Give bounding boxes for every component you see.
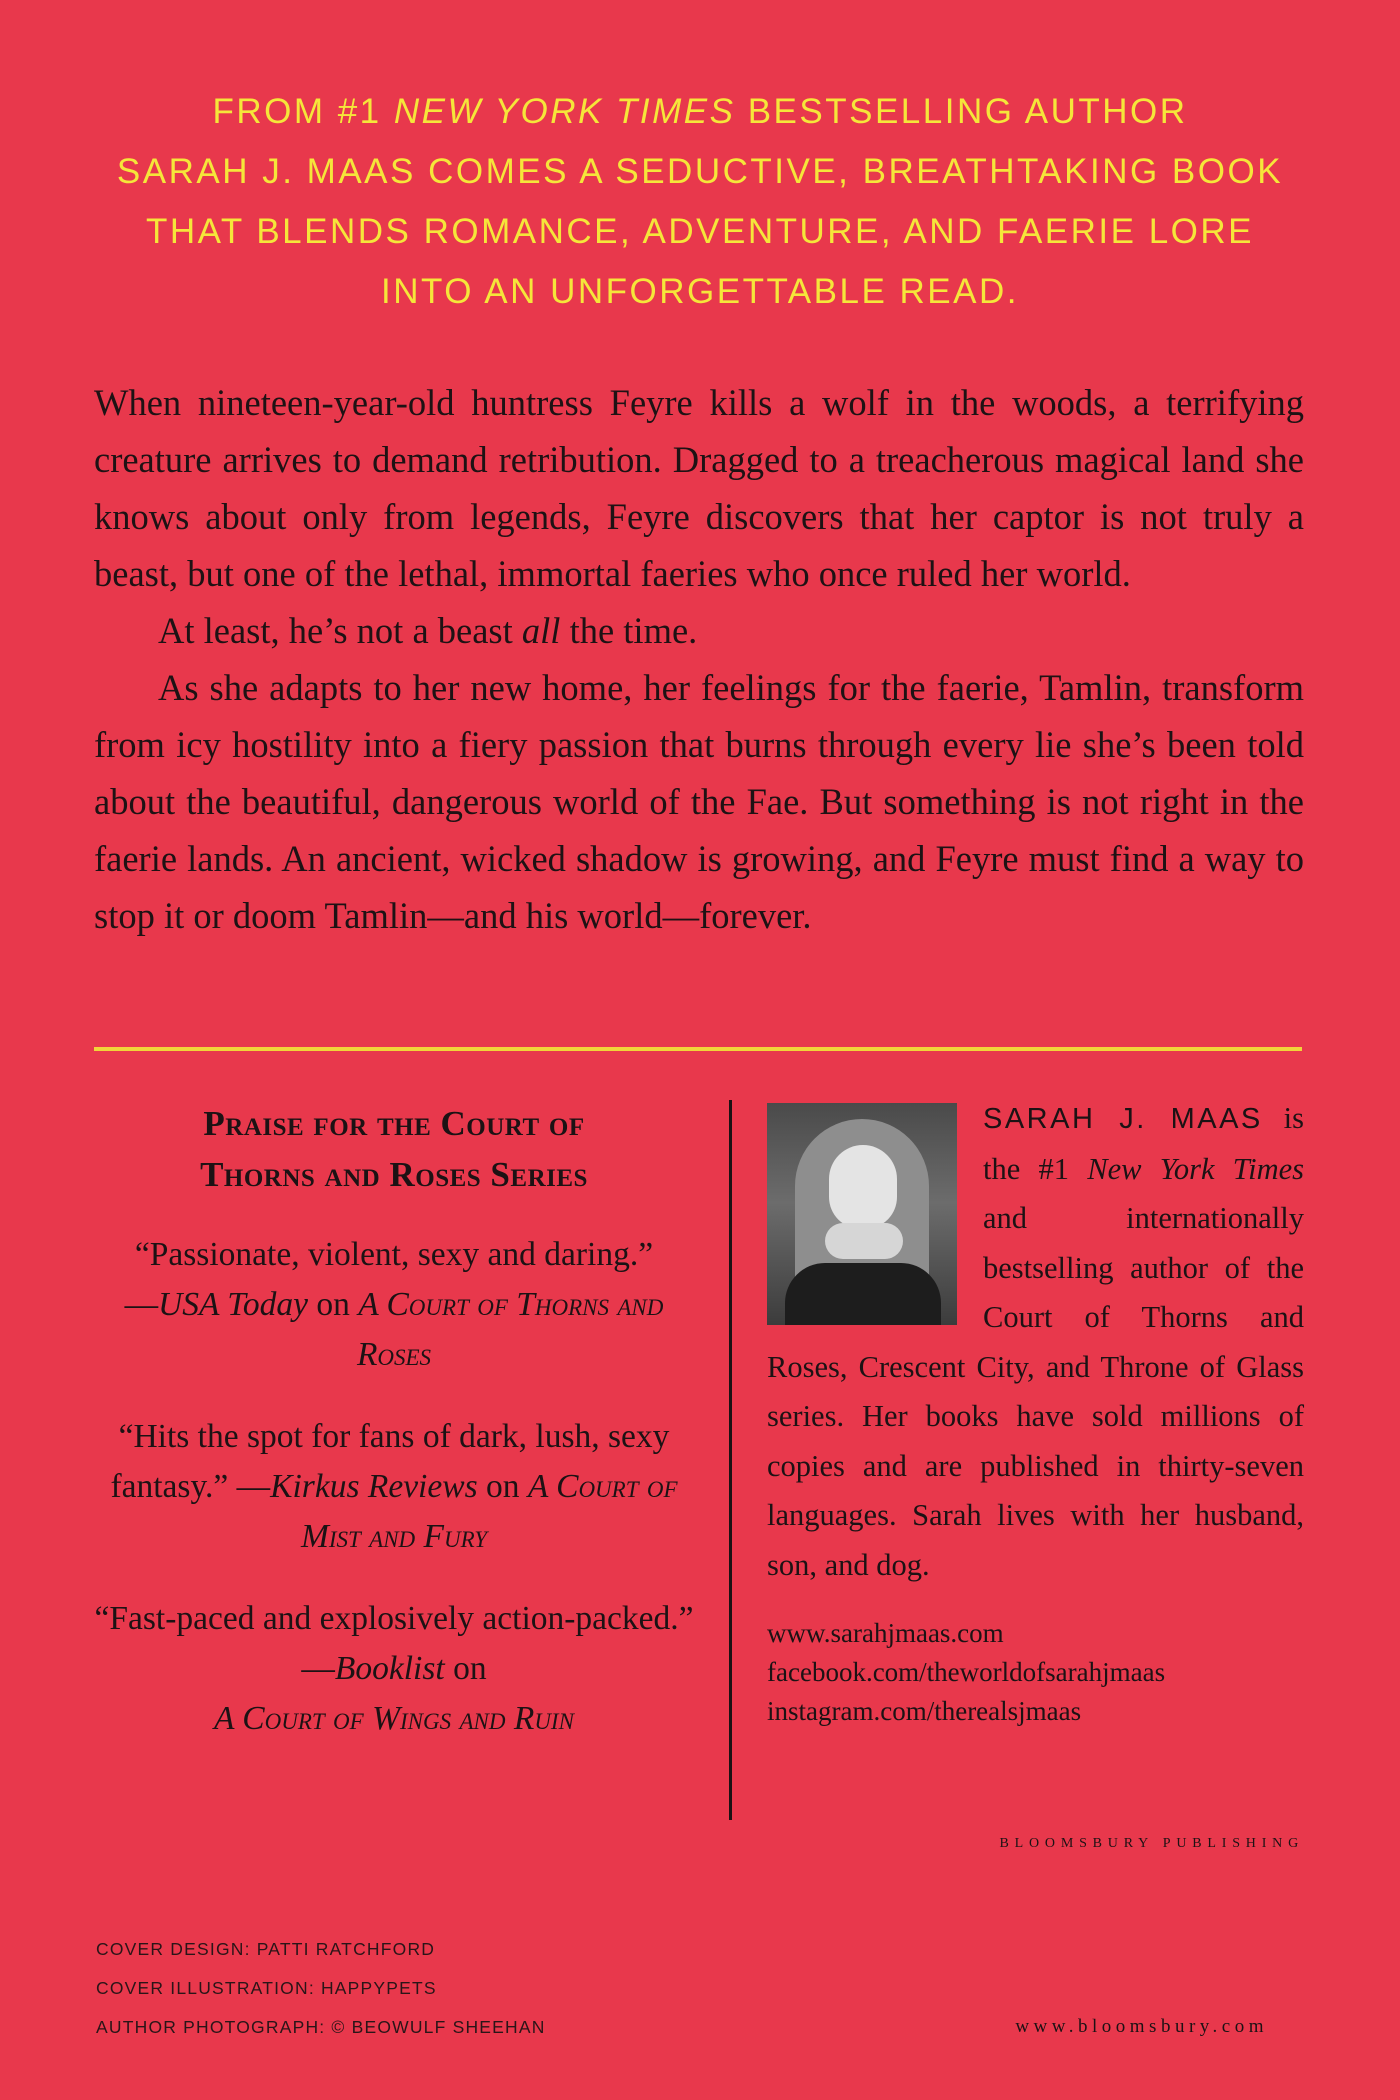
author-photo (767, 1103, 957, 1325)
author-photograph-credit: AUTHOR PHOTOGRAPH: © BEOWULF SHEEHAN (96, 2017, 546, 2037)
publisher-name: BLOOMSBURY PUBLISHING (999, 1836, 1304, 1851)
bio-text: and internationally bestselling author of the Court of Thorns and Roses, Crescent City, and Throne of Glass series. Her books have sold millions of copies and are published in thirty-seven languages. Sarah lives with her husband, son, and dog. (767, 1201, 1304, 1582)
tagline-text: FROM #1 (212, 92, 394, 131)
vertical-divider (729, 1100, 732, 1820)
blurb-paragraph-1: When nineteen-year-old huntress Feyre kills a wolf in the woods, a terrifying creature arrives to demand retribution. Dragged to a treacherous magical land she knows about only from legends, Feyre discovers that her captor is not truly a beast, but one of the lethal, immortal faeries who once ruled her world. (94, 382, 1304, 594)
praise-heading-line-1: Praise for the Court of (203, 1104, 585, 1143)
photo-hands (825, 1223, 903, 1259)
bio-paragraph (767, 1094, 1304, 1590)
tagline (80, 82, 1320, 322)
cover-design-credit: COVER DESIGN: PATTI RATCHFORD (96, 1939, 436, 1959)
tagline-text: BESTSELLING AUTHOR (735, 92, 1188, 131)
credits (96, 1930, 546, 2047)
photo-face (829, 1145, 897, 1229)
quote-dash: — (228, 1468, 271, 1505)
tagline-line-2: SARAH J. MAAS COMES A SEDUCTIVE, BREATHTAKING BOOK (116, 152, 1284, 191)
quote-book-title: A Court of Mist and Fury (300, 1468, 678, 1555)
quote-dash: — (124, 1286, 159, 1323)
quote-on: on (477, 1468, 528, 1505)
author-links (767, 1614, 1304, 1731)
publisher-website[interactable]: www.bloomsbury.com (1015, 2016, 1268, 2037)
bio-newspaper-title: New York Times (1087, 1151, 1304, 1186)
newspaper-title: NEW YORK TIMES (393, 92, 736, 131)
praise-quote (94, 1412, 694, 1562)
quote-source: USA Today (158, 1286, 308, 1323)
photo-clothing (785, 1263, 941, 1325)
author-name: SARAH J. MAAS (983, 1103, 1263, 1135)
praise-section (94, 1098, 694, 1776)
instagram-link[interactable]: instagram.com/therealsjmaas (767, 1696, 1082, 1726)
praise-heading-line-2: Thorns and Roses Series (200, 1155, 588, 1194)
quote-source: Booklist (334, 1650, 445, 1687)
blurb-paragraph-3: As she adapts to her new home, her feelings for the faerie, Tamlin, transform from icy hostility into a fiery passion that burns through every lie she’s been told about the beautiful, dangerous world of the Fae. But something is not right in the faerie lands. An ancient, wicked shadow is growing, and Feyre must find a way to stop it or doom Tamlin—and his world—forever. (94, 667, 1304, 936)
quote-source: Kirkus Reviews (270, 1468, 478, 1505)
facebook-link[interactable]: facebook.com/theworldofsarahjmaas (767, 1657, 1166, 1687)
quote-on: on (444, 1650, 487, 1687)
quote-text: “Hits the spot for fans of dark, lush, sexy fantasy.” (110, 1418, 670, 1505)
blurb-text: At least, he’s not a beast (158, 610, 522, 651)
book-blurb (94, 374, 1304, 944)
praise-heading (94, 1098, 694, 1200)
quote-dash: — (301, 1650, 335, 1687)
quote-text: “Passionate, violent, sexy and daring.” (134, 1236, 654, 1273)
blurb-emphasis: all (521, 610, 561, 651)
quote-book-title: A Court of Thorns and Roses (356, 1286, 664, 1373)
praise-quote (94, 1594, 694, 1744)
tagline-line-3: THAT BLENDS ROMANCE, ADVENTURE, AND FAERIE LORE (145, 212, 1255, 251)
bio-text: is the #1 (983, 1101, 1304, 1186)
blurb-paragraph-2 (94, 602, 1304, 659)
blurb-text: the time. (560, 610, 698, 651)
praise-quote (94, 1230, 694, 1380)
author-bio (767, 1094, 1304, 1731)
cover-illustration-credit: COVER ILLUSTRATION: HAPPYPETS (96, 1978, 437, 1998)
quote-on: on (307, 1286, 359, 1323)
quote-text: “Fast-paced and explosively action-packed.” (94, 1600, 694, 1637)
website-link[interactable]: www.sarahjmaas.com (767, 1618, 1004, 1648)
quote-book-title: A Court of Wings and Ruin (214, 1700, 574, 1737)
tagline-line-1 (80, 82, 1320, 142)
horizontal-divider (94, 1047, 1302, 1051)
tagline-line-4: INTO AN UNFORGETTABLE READ. (381, 272, 1019, 311)
